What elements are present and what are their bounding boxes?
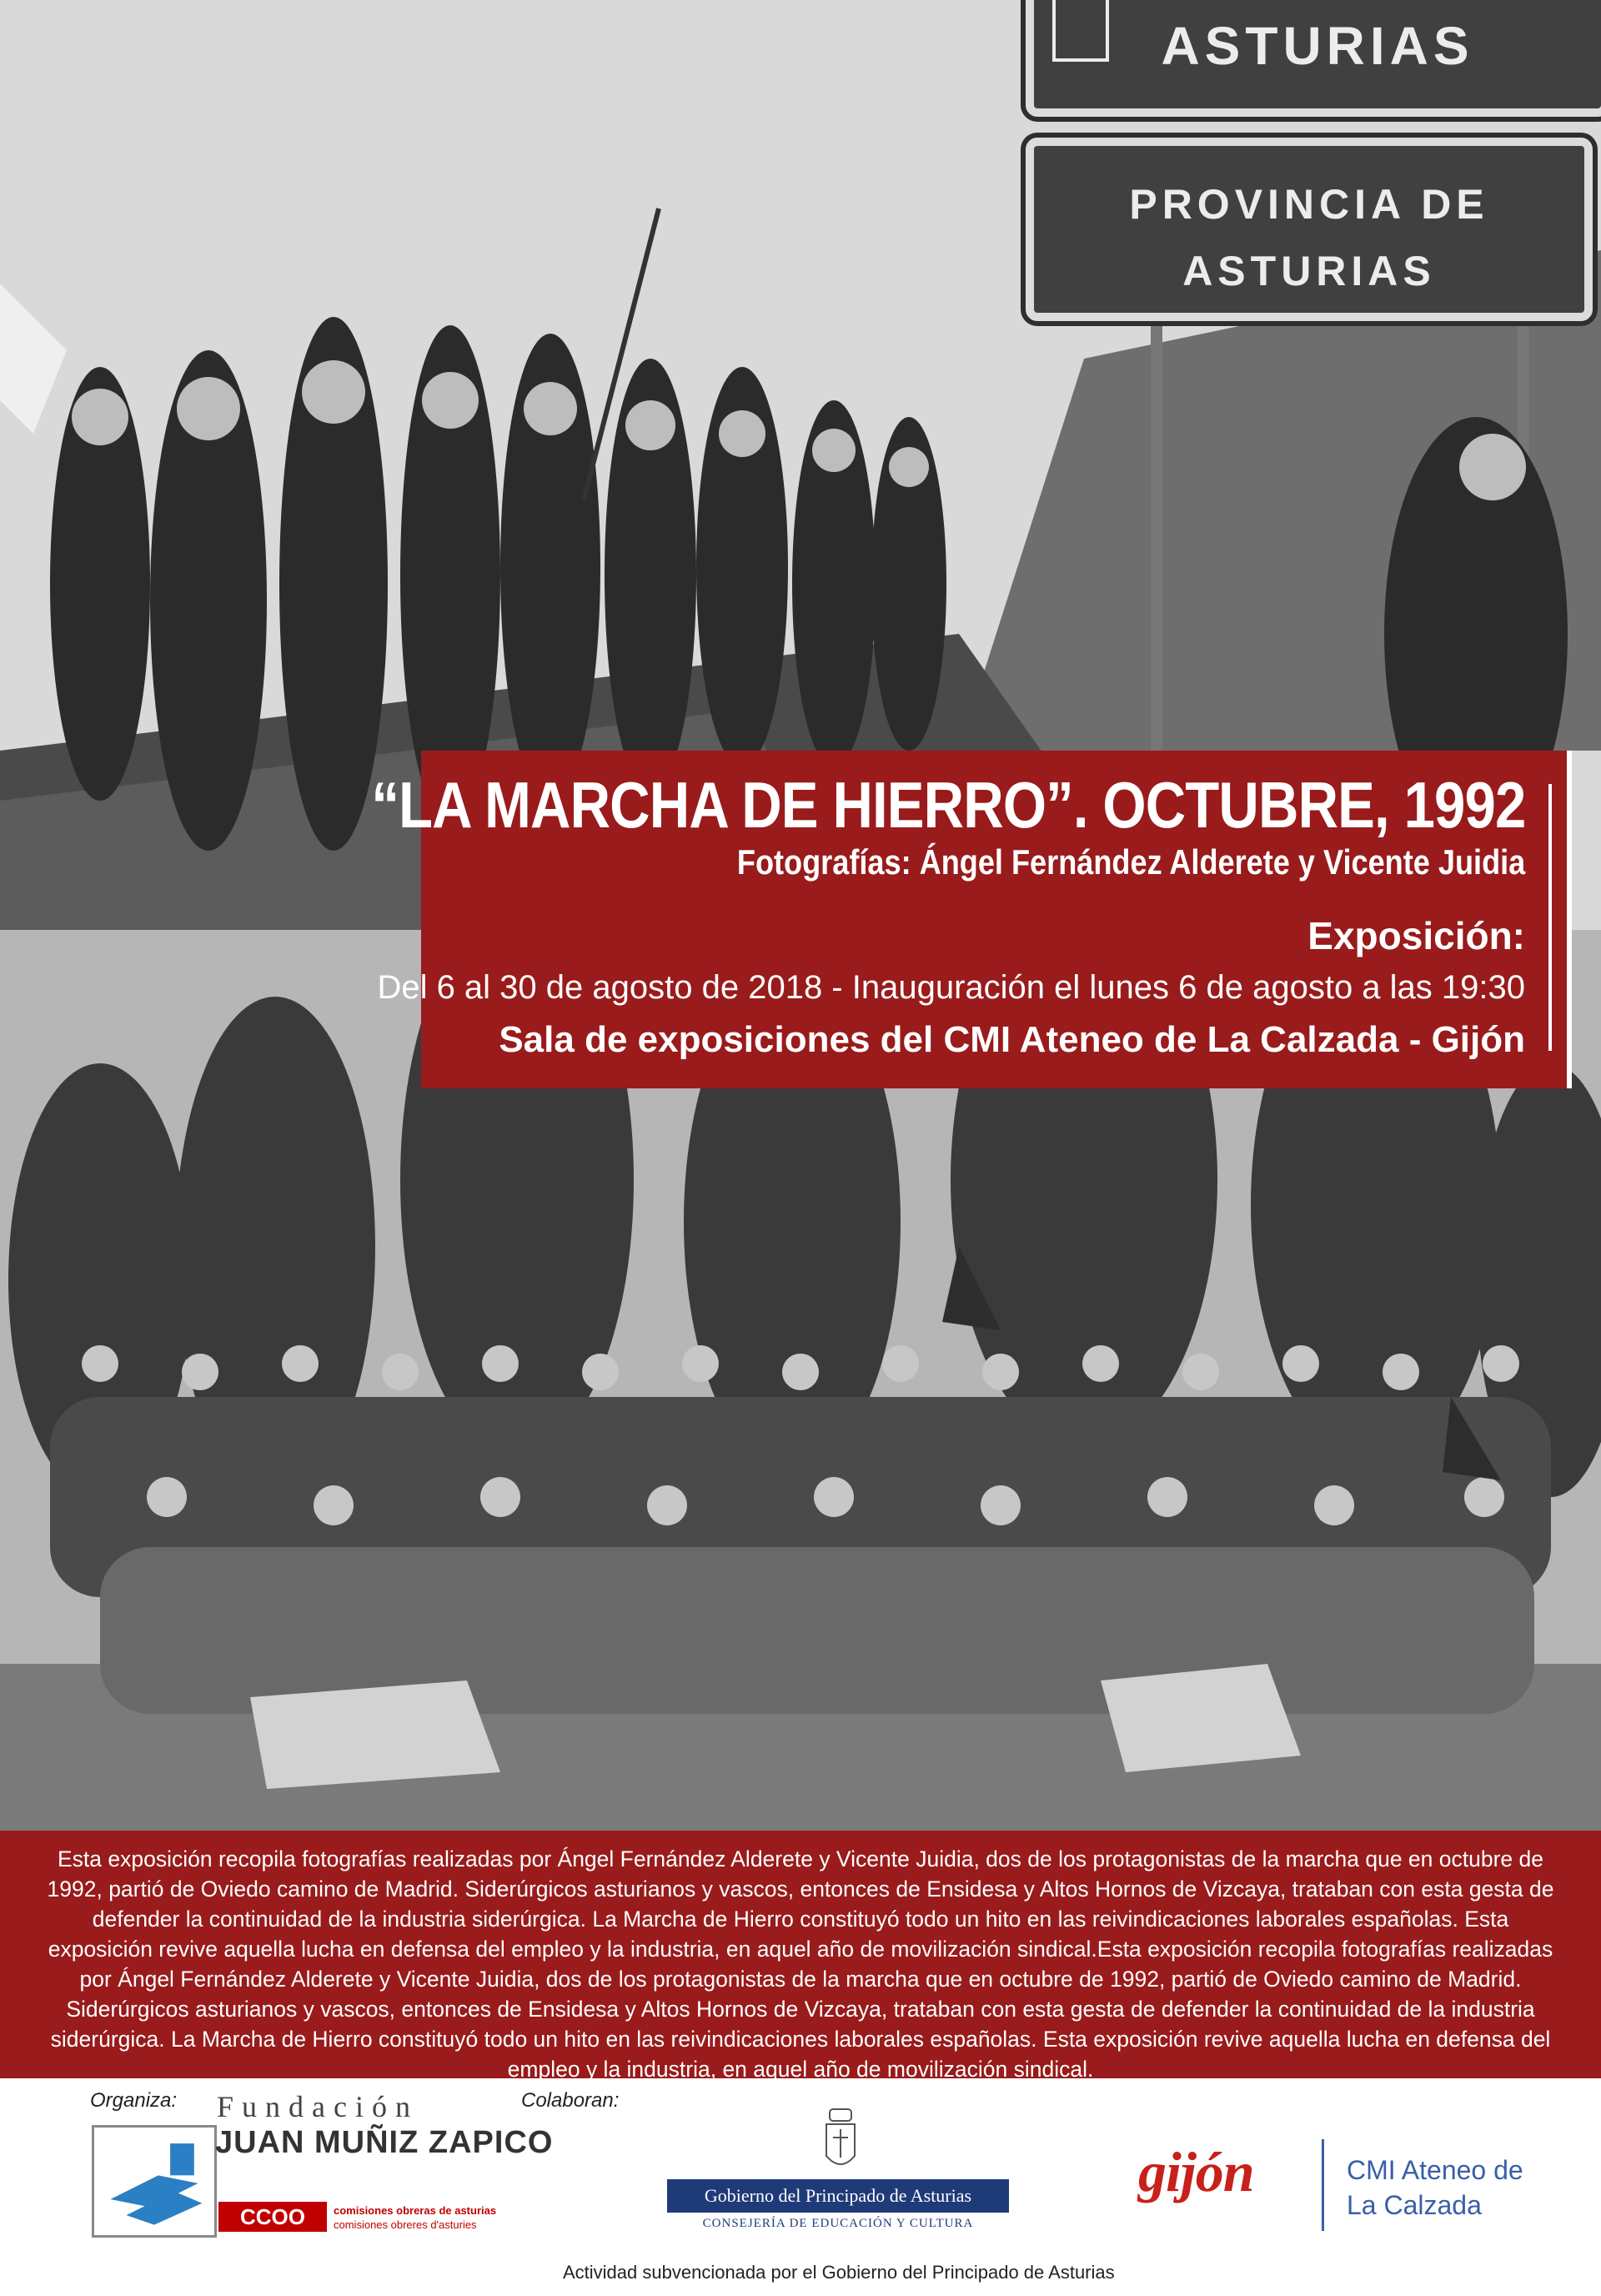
ccoo-subtitle-1: comisiones obreras de asturias [334,2204,497,2217]
exhibition-venue: Sala de exposiciones del CMI Ateneo de La Calzada - Gijón [499,1019,1525,1060]
colaboran-label: Colaboran: [521,2089,620,2112]
description-text: Esta exposición recopila fotografías realizadas por Ángel Fernández Alderete y Vicente Juidia, dos de los protagonistas de la marcha que en octubre de 1992, partió de Oviedo camino de Madrid. Siderúrgicos asturianos y vascos, entonces de Ensidesa y Altos Hornos de Vizcaya, trataban con esta gesta de defender la continuidad de la industria siderúrgica. La Marcha de Hierro constituyó todo un hito en las reivindicaciones laborales españolas. Esta exposición revive aquella lucha en defensa del empleo y la industria, en aquel año de movilización sindical.Esta exposición recopila fotografías realizadas por Ángel Fernández Alderete y Vicente Juidia, dos de los protagonistas de la marcha que en octubre de 1992, partió de Oviedo camino de Madrid. Siderúrgicos asturianos y vascos, entonces de Ensidesa y Altos Hornos de Vizcaya, trataban con esta gesta de defender la continuidad de la industria siderúrgica. La Marcha de Hierro constituyó todo un hito en las reivindicaciones laborales españolas. Esta exposición revive aquella lucha en defensa del empleo y la industria, en aquel año de movilización sindical. [47,1846,1554,2082]
exposicion-label: Exposición: [1307,914,1525,957]
exhibition-dates: Del 6 al 30 de agosto de 2018 - Inauguración el lunes 6 de agosto a las 19:30 [377,969,1525,1006]
photo-credit: Fotografías: Ángel Fernández Alderete y Vicente Juidia [736,842,1525,882]
fjmz-fundacion: Fundación [217,2090,419,2123]
gov-subsidy-note: Actividad subvencionada por el Gobierno del Principado de Asturias [563,2262,1115,2283]
gov-consejeria: CONSEJERÍA DE EDUCACIÓN Y CULTURA [702,2217,974,2230]
fjmz-logo-icon [92,2125,217,2238]
cmi-name-line2: La Calzada [1347,2190,1482,2220]
fjmz-name: JUAN MUÑIZ ZAPICO [215,2125,554,2160]
gijon-divider [1322,2139,1324,2231]
road-sign-provincia-line2: ASTURIAS [1182,248,1436,294]
road-sign-provincia-line1: PROVINCIA DE [1129,181,1489,228]
ccoo-subtitle-2: comisiones obreres d'asturies [334,2218,477,2231]
title-panel [370,751,1572,1088]
title-divider [1548,784,1552,1051]
gijon-logo: gijón [1138,2140,1254,2203]
cmi-name-line1: CMI Ateneo de [1347,2155,1523,2185]
road-sign-asturias [1026,0,1601,117]
shield-icon [1052,0,1109,62]
gov-banner: Gobierno del Principado de Asturias [667,2179,1009,2213]
road-sign-provincia [1026,138,1593,321]
organiza-label: Organiza: [90,2089,178,2112]
ccoo-logo: CCOO [218,2202,327,2232]
road-sign-asturias-text: ASTURIAS [1161,16,1474,76]
description-panel [0,1831,1601,2082]
asturias-crest-icon [821,2106,860,2174]
exhibition-title: “LA MARCHA DE HIERRO”. OCTUBRE, 1992 [370,768,1525,842]
asturias-crest-graphic [821,2106,860,2174]
fjmz-logo-graphic [94,2128,214,2235]
